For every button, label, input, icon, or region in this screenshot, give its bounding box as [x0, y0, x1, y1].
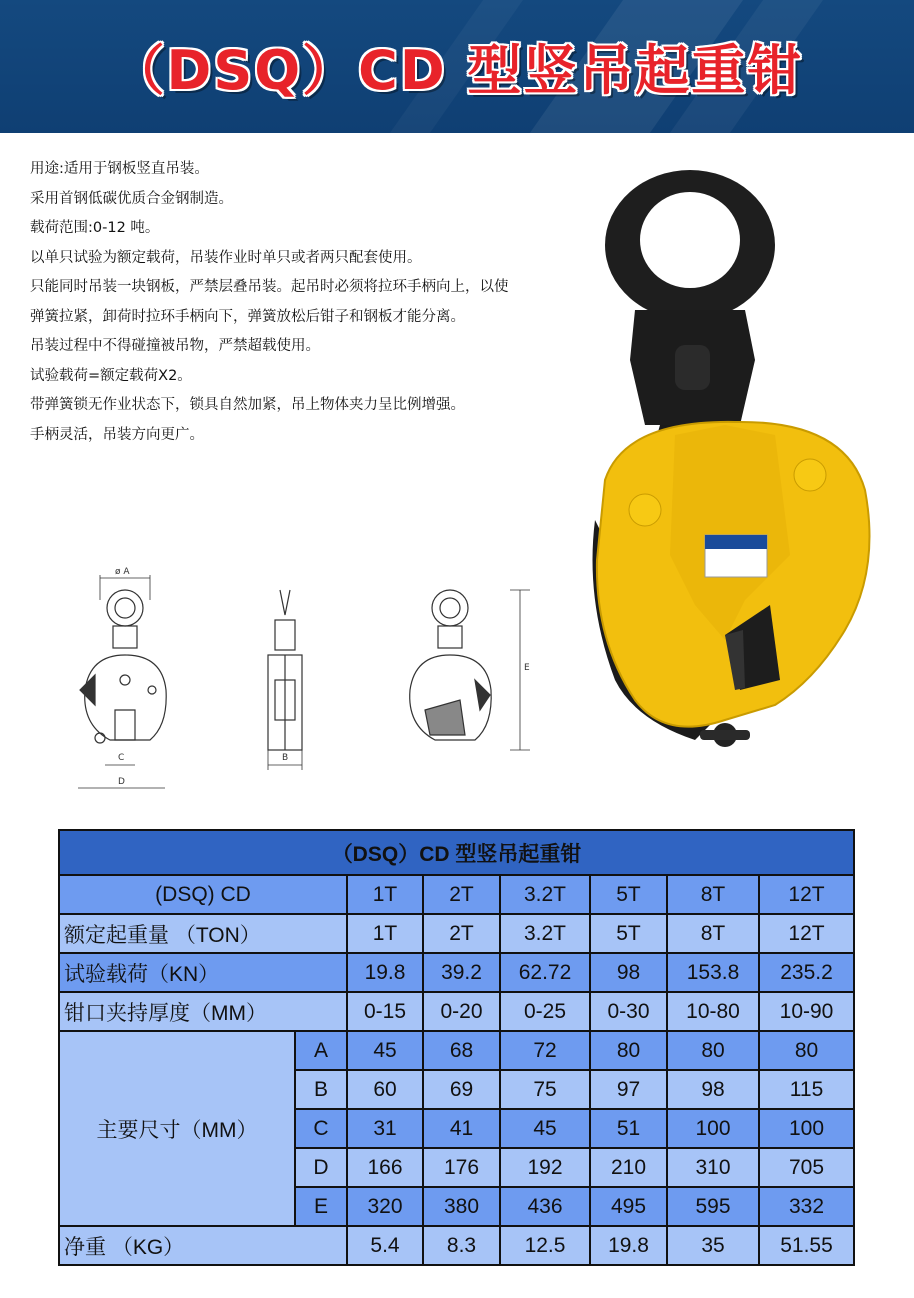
table-row-weight: [59, 1226, 854, 1265]
table-cell: 3.2T: [500, 914, 590, 953]
dim-key: D: [295, 1148, 347, 1187]
description-line: 采用首钢低碳优质合金钢制造。: [30, 190, 233, 207]
table-cell: 100: [667, 1109, 759, 1148]
dim-key: C: [295, 1109, 347, 1148]
table-cell: 2T: [423, 914, 500, 953]
table-cell: 68: [423, 1031, 500, 1070]
table-cell: 41: [423, 1109, 500, 1148]
table-cell: 5.4: [347, 1226, 423, 1265]
technical-drawings: [70, 560, 550, 800]
label-b: B: [282, 753, 289, 763]
description-line: 试验载荷=额定载荷X2。: [30, 367, 192, 384]
table-cell: 8T: [667, 875, 759, 914]
table-cell: 62.72: [500, 953, 590, 992]
row-label: 主要尺寸（MM）: [59, 1031, 295, 1226]
table-cell: 80: [759, 1031, 854, 1070]
table-cell: 436: [500, 1187, 590, 1226]
table-cell: 1T: [347, 914, 423, 953]
table-cell: 1T: [347, 875, 423, 914]
description-line: 只能同时吊装一块钢板，严禁层叠吊装。起吊时必须将拉环手柄向上，以使: [30, 279, 509, 295]
dim-key: E: [295, 1187, 347, 1226]
table-cell: 320: [347, 1187, 423, 1226]
table-cell: 45: [347, 1031, 423, 1070]
table-cell: 0-30: [590, 992, 667, 1031]
table-cell: 210: [590, 1148, 667, 1187]
table-cell: 5T: [590, 914, 667, 953]
description-list: [30, 155, 610, 450]
drawing-side-view: [268, 590, 302, 770]
table-cell: 12.5: [500, 1226, 590, 1265]
table-cell: 31: [347, 1109, 423, 1148]
table-cell: 153.8: [667, 953, 759, 992]
table-cell: 8.3: [423, 1226, 500, 1265]
product-photo: [575, 160, 885, 760]
table-cell: 98: [667, 1070, 759, 1109]
description-line: 吊装过程中不得碰撞被吊物，严禁超载使用。: [30, 338, 320, 354]
table-row-jaw: [59, 992, 854, 1031]
table-cell: 192: [500, 1148, 590, 1187]
table-cell: 0-25: [500, 992, 590, 1031]
row-label: (DSQ) CD: [59, 875, 347, 914]
row-label: 试验载荷（KN）: [59, 953, 347, 992]
label-e: E: [524, 663, 530, 673]
table-title: （DSQ）CD 型竖吊起重钳: [59, 830, 854, 875]
table-row-test-load: [59, 953, 854, 992]
row-label: 额定起重量 （TON）: [59, 914, 347, 953]
table-cell: 332: [759, 1187, 854, 1226]
table-cell: 100: [759, 1109, 854, 1148]
table-cell: 51: [590, 1109, 667, 1148]
table-cell: 10-80: [667, 992, 759, 1031]
table-cell: 12T: [759, 875, 854, 914]
row-label: 钳口夹持厚度（MM）: [59, 992, 347, 1031]
table-row-dim-a: [59, 1031, 854, 1070]
table-cell: 97: [590, 1070, 667, 1109]
description-line: 手柄灵活，吊装方向更广。: [30, 426, 204, 443]
description-line: 用途:适用于钢板竖直吊装。: [30, 161, 209, 177]
table-cell: 0-20: [423, 992, 500, 1031]
label-phi-a: ø A: [115, 567, 130, 577]
table-cell: 10-90: [759, 992, 854, 1031]
description-line: 载荷范围:0-12 吨。: [30, 220, 160, 236]
table-cell: 495: [590, 1187, 667, 1226]
table-cell: 310: [667, 1148, 759, 1187]
table-cell: 51.55: [759, 1226, 854, 1265]
table-cell: 595: [667, 1187, 759, 1226]
description-line: 弹簧拉紧，卸荷时拉环手柄向下，弹簧放松后钳子和钢板才能分离。: [30, 308, 465, 325]
table-row-model: [59, 875, 854, 914]
spec-table: [58, 829, 855, 1266]
table-cell: 5T: [590, 875, 667, 914]
table-cell: 72: [500, 1031, 590, 1070]
table-cell: 45: [500, 1109, 590, 1148]
table-cell: 176: [423, 1148, 500, 1187]
table-cell: 705: [759, 1148, 854, 1187]
table-cell: 60: [347, 1070, 423, 1109]
table-cell: 115: [759, 1070, 854, 1109]
table-cell: 69: [423, 1070, 500, 1109]
table-cell: 19.8: [590, 1226, 667, 1265]
table-cell: 8T: [667, 914, 759, 953]
table-cell: 80: [667, 1031, 759, 1070]
table-cell: 35: [667, 1226, 759, 1265]
table-cell: 235.2: [759, 953, 854, 992]
description-line: 带弹簧锁无作业状态下，锁具自然加紧，吊上物体夹力呈比例增强。: [30, 397, 465, 413]
table-cell: 166: [347, 1148, 423, 1187]
table-cell: 0-15: [347, 992, 423, 1031]
label-d: D: [118, 777, 125, 787]
table-cell: 3.2T: [500, 875, 590, 914]
table-cell: 19.8: [347, 953, 423, 992]
page-title: （DSQ）CD 型竖吊起重钳: [110, 39, 804, 102]
drawing-section-view: [410, 590, 530, 750]
table-row-rated-load: [59, 914, 854, 953]
dim-key: A: [295, 1031, 347, 1070]
table-cell: 80: [590, 1031, 667, 1070]
description-line: 以单只试验为额定载荷，吊装作业时单只或者两只配套使用。: [30, 249, 422, 266]
row-label: 净重 （KG）: [59, 1226, 347, 1265]
label-c: C: [118, 753, 125, 763]
table-cell: 75: [500, 1070, 590, 1109]
header-banner: [0, 0, 914, 133]
table-cell: 12T: [759, 914, 854, 953]
table-cell: 2T: [423, 875, 500, 914]
table-cell: 39.2: [423, 953, 500, 992]
dim-key: B: [295, 1070, 347, 1109]
table-cell: 380: [423, 1187, 500, 1226]
table-cell: 98: [590, 953, 667, 992]
table-title-row: [59, 830, 854, 875]
